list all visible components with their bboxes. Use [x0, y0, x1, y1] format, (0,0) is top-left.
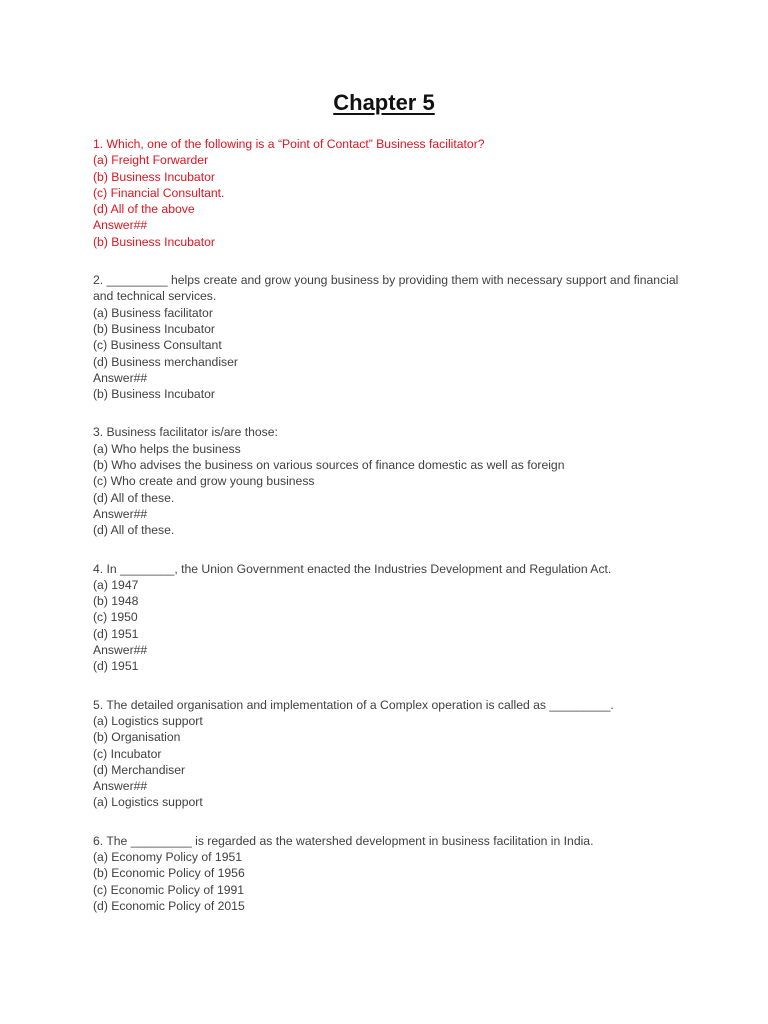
question-text: 5. The detailed organisation and implementation of a Complex operation is called as _________.	[93, 697, 614, 712]
option-c: (c) Business Consultant	[93, 338, 222, 353]
answer-label: Answer##	[93, 779, 148, 794]
option-b: (b) 1948	[93, 594, 139, 609]
option-c: (c) Financial Consultant.	[93, 185, 225, 200]
option-a: (a) Who helps the business	[93, 441, 241, 456]
option-b: (b) Organisation	[93, 730, 181, 745]
page-title: Chapter 5	[333, 90, 435, 115]
option-b: (b) Economic Policy of 1956	[93, 866, 245, 881]
option-d: (d) Merchandiser	[93, 762, 186, 777]
question-6	[93, 833, 693, 914]
option-a: (a) Freight Forwarder	[93, 153, 209, 168]
option-d: (d) 1951	[93, 626, 139, 641]
question-2	[93, 272, 693, 402]
answer-value: (a) Logistics support	[93, 795, 203, 810]
answer-value: (b) Business Incubator	[93, 387, 215, 402]
question-text: 2. _________ helps create and grow young business by providing them with necessary support and financial and technical services.	[93, 273, 679, 304]
option-b: (b) Who advises the business on various sources of finance domestic as well as foreign	[93, 458, 565, 473]
question-1	[93, 136, 693, 250]
answer-value: (d) All of these.	[93, 523, 175, 538]
option-b: (b) Business Incubator	[93, 169, 215, 184]
option-c: (c) 1950	[93, 610, 138, 625]
answer-value: (d) 1951	[93, 659, 139, 674]
option-a: (a) Economy Policy of 1951	[93, 849, 243, 864]
option-d: (d) Business merchandiser	[93, 354, 238, 369]
question-4	[93, 561, 693, 675]
answer-label: Answer##	[93, 370, 148, 385]
option-a: (a) Business facilitator	[93, 305, 213, 320]
option-d: (d) All of the above	[93, 202, 195, 217]
question-text: 4. In ________, the Union Government enacted the Industries Development and Regulation Act.	[93, 561, 612, 576]
question-list	[93, 136, 693, 936]
question-text: 1. Which, one of the following is a “Point of Contact” Business facilitator?	[93, 137, 485, 151]
option-c: (c) Who create and grow young business	[93, 474, 315, 489]
option-c: (c) Incubator	[93, 746, 162, 761]
option-d: (d) Economic Policy of 2015	[93, 898, 245, 913]
option-b: (b) Business Incubator	[93, 321, 215, 336]
answer-label: Answer##	[93, 506, 148, 521]
question-5	[93, 697, 693, 811]
option-c: (c) Economic Policy of 1991	[93, 882, 245, 897]
answer-label: Answer##	[93, 218, 148, 233]
option-a: (a) Logistics support	[93, 713, 203, 728]
question-text: 6. The _________ is regarded as the watershed development in business facilitation in India.	[93, 833, 594, 848]
answer-value: (b) Business Incubator	[93, 234, 215, 249]
option-a: (a) 1947	[93, 577, 139, 592]
option-d: (d) All of these.	[93, 490, 175, 505]
answer-label: Answer##	[93, 643, 148, 658]
question-text: 3. Business facilitator is/are those:	[93, 425, 278, 440]
question-3	[93, 424, 693, 538]
